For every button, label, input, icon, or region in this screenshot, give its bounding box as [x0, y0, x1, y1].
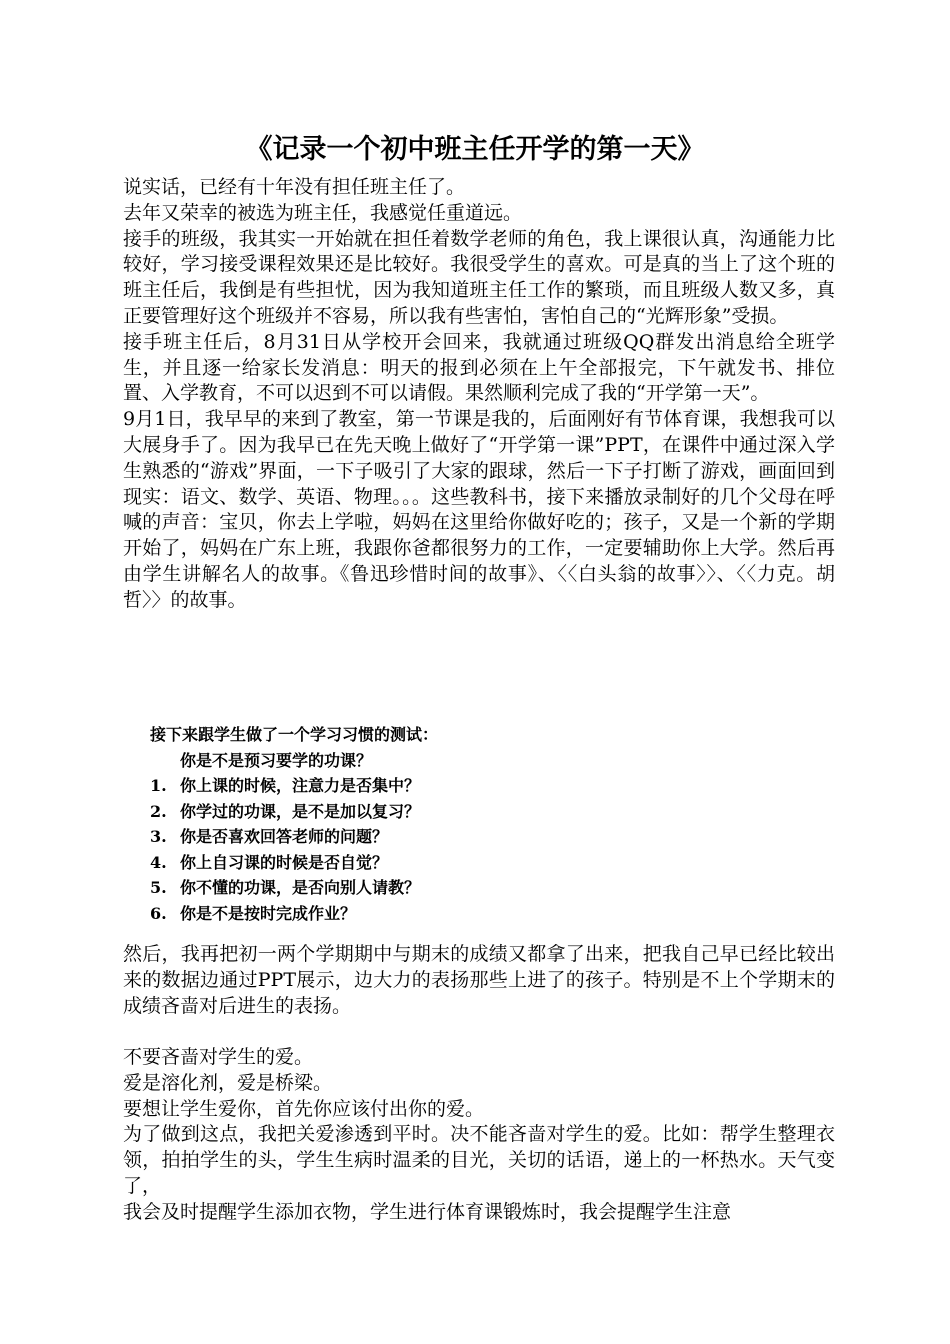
list-number: 4.: [150, 852, 167, 872]
question-text: 你是否喜欢回答老师的问题？: [180, 827, 389, 846]
paragraph: 我会及时提醒学生添加衣物，学生进行体育课锻炼时，我会提醒学生注意: [123, 1200, 732, 1223]
question-text: 你不懂的功课，是否向别人请教？: [180, 878, 421, 897]
list-item: [150, 901, 750, 927]
list-item: [150, 773, 750, 799]
list-item: [150, 799, 750, 825]
question-text: 你上课的时候，注意力是否集中？: [180, 776, 421, 795]
document-title: 《记录一个初中班主任开学的第一天》: [245, 134, 705, 165]
list-number: 1.: [150, 776, 167, 795]
question-text: 你上自习课的时候是否自觉？: [180, 852, 389, 872]
question-text: 你是不是按时完成作业？: [180, 903, 357, 923]
list-item: [150, 875, 750, 901]
intro-section: [123, 175, 835, 614]
list-item: [150, 850, 750, 876]
love-section: [123, 1045, 835, 1226]
list-number: 3.: [150, 827, 167, 846]
survey-question-list: [150, 773, 750, 926]
paragraph: 9月1日，我早早的来到了教室，第一节课是我的，后面刚好有节体育课，我想我可以大展身手了。因为我早已在先天晚上做好了“开学第一课”PPT，在课件中通过深入学生熟悉的“游戏”界面，一下子吸引了大家的跟球，然后一下子打断了游戏，画面回到现实：语文、数学、英语、物理。。。这些教科书，接下来播放录制好的几个父母在呼喊的声音：宝贝，你去上学啦，妈妈在这里给你做好吃的；孩子，又是一个新的学期开始了，妈妈在广东上班，我跟你爸都很努力的工作，一定要辅助你上大学。然后再由学生讲解名人的故事。《鲁迅珍惜时间的故事》、〈〈白头翁的故事〉〉、〈〈力克。胡哲〉〉的故事。: [123, 408, 835, 611]
paragraph: 为了做到这点，我把关爱渗透到平时。决不能吝啬对学生的爱。比如：帮学生整理衣领，拍拍学生的头，学生生病时温柔的目光，关切的话语，递上的一杯热水。天气变了，: [123, 1123, 835, 1197]
survey-first-question: 你是不是预习要学的功课？: [180, 750, 373, 770]
list-number: 5.: [150, 878, 167, 897]
survey-intro: 接下来跟学生做了一个学习习惯的测试：: [150, 725, 439, 744]
list-number: 6.: [150, 903, 167, 923]
list-item: [150, 824, 750, 850]
paragraph: 爱是溶化剂，爱是桥梁。: [123, 1071, 333, 1094]
question-text: 你学过的功课，是不是加以复习？: [180, 801, 421, 821]
paragraph: 接手班主任后，8月31日从学校开会回来，我就通过班级QQ群发出消息给全班学生，并且逐一给家长发消息：明天的报到必须在上午全部报完，下午就发书、排位置、入学教育，不可以迟到不可以请假。果然顺利完成了我的“开学第一天”。: [123, 330, 835, 405]
study-habit-survey: [150, 722, 750, 926]
paragraph: 说实话，已经有十年没有担任班主任了。: [123, 176, 466, 198]
paragraph: 接手的班级，我其实一开始就在担任着数学老师的角色，我上课很认真，沟通能力比较好，学习接受课程效果还是比较好。我很受学生的喜欢。可是真的当上了这个班的班主任后，我倒是有些担忧，因为我知道班主任工作的繁琐，而且班级人数又多，真正要管理好这个班级并不容易，所以我有些害怕，害怕自己的“光辉形象”受损。: [123, 227, 835, 327]
paragraph: 去年又荣幸的被选为班主任，我感觉任重道远。: [123, 201, 523, 224]
grades-section: [123, 942, 835, 1019]
list-number: 2.: [150, 801, 167, 821]
paragraph: 要想让学生爱你，首先你应该付出你的爱。: [123, 1097, 485, 1120]
paragraph: 然后，我再把初一两个学期期中与期末的成绩又都拿了出来，把我自己早已经比较出来的数据边通过PPT展示，边大力的表扬那些上进了的孩子。特别是不上个学期末的成绩吝啬对后进生的表扬。: [123, 943, 835, 1017]
paragraph: 不要吝啬对学生的爱。: [123, 1046, 314, 1068]
